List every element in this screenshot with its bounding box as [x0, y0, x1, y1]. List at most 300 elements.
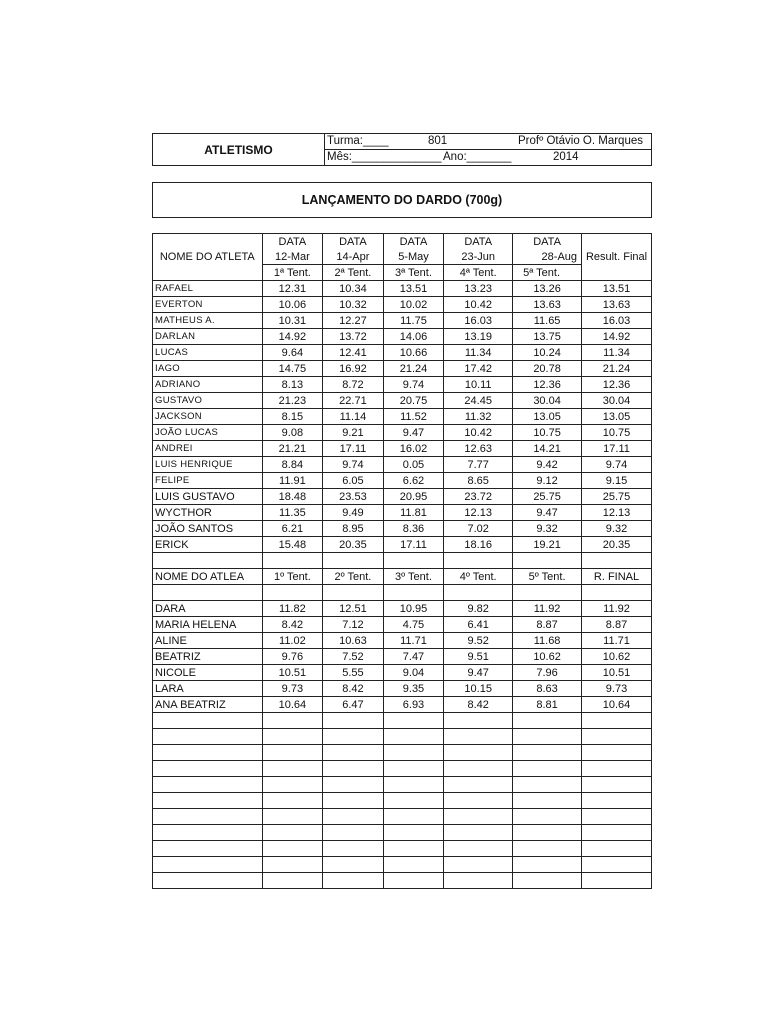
- final-result-header: R. FINAL: [582, 569, 652, 585]
- empty-cell: [153, 777, 263, 793]
- attempt-value: 10.31: [262, 313, 323, 329]
- attempt-value: 8.72: [323, 377, 384, 393]
- attempt-value: 8.65: [444, 473, 513, 489]
- empty-cell: [582, 761, 652, 777]
- empty-row: [153, 553, 652, 569]
- empty-row: [153, 793, 652, 809]
- attempt-value: 20.95: [383, 489, 444, 505]
- attempt-value: 6.05: [323, 473, 384, 489]
- empty-cell: [383, 585, 444, 601]
- empty-row: [153, 873, 652, 889]
- athlete-name: JOÃO SANTOS: [153, 521, 263, 537]
- empty-row: [153, 585, 652, 601]
- final-value: 30.04: [582, 393, 652, 409]
- athlete-name: LUCAS: [153, 345, 263, 361]
- attempt-value: 9.47: [444, 665, 513, 681]
- empty-row: [153, 841, 652, 857]
- empty-cell: [582, 793, 652, 809]
- attempt-value: 8.95: [323, 521, 384, 537]
- attempt-value: 8.13: [262, 377, 323, 393]
- attempt-value: 8.42: [444, 697, 513, 713]
- empty-cell: [262, 553, 323, 569]
- attempt-value: 10.24: [513, 345, 582, 361]
- class-info-row-2: [325, 150, 651, 165]
- attempt-header: 1ª Tent.: [262, 265, 323, 281]
- attempt-value: 8.87: [513, 617, 582, 633]
- attempt-value: 11.14: [323, 409, 384, 425]
- attempt-value: 10.15: [444, 681, 513, 697]
- empty-cell: [153, 553, 263, 569]
- date-value: 14-Apr: [323, 249, 384, 265]
- empty-cell: [444, 793, 513, 809]
- date-label: DATA: [383, 234, 444, 250]
- empty-cell: [444, 585, 513, 601]
- attempt-value: 10.95: [383, 601, 444, 617]
- empty-cell: [444, 761, 513, 777]
- attempt-value: 10.06: [262, 297, 323, 313]
- attempt-value: 30.04: [513, 393, 582, 409]
- final-value: 10.75: [582, 425, 652, 441]
- attempt-value: 7.77: [444, 457, 513, 473]
- athlete-row: [153, 425, 652, 441]
- empty-cell: [444, 553, 513, 569]
- empty-cell: [262, 793, 323, 809]
- athlete-row: [153, 457, 652, 473]
- empty-cell: [153, 585, 263, 601]
- empty-cell: [323, 793, 384, 809]
- empty-cell: [153, 793, 263, 809]
- final-value: 10.62: [582, 649, 652, 665]
- final-value: 25.75: [582, 489, 652, 505]
- empty-cell: [262, 809, 323, 825]
- empty-cell: [323, 553, 384, 569]
- empty-row: [153, 809, 652, 825]
- date-value: 23-Jun: [444, 249, 513, 265]
- attempt-value: 6.21: [262, 521, 323, 537]
- final-value: 12.36: [582, 377, 652, 393]
- final-value: 11.71: [582, 633, 652, 649]
- empty-cell: [383, 873, 444, 889]
- attempt-value: 14.75: [262, 361, 323, 377]
- empty-cell: [153, 873, 263, 889]
- empty-cell: [323, 761, 384, 777]
- attempt-value: 9.42: [513, 457, 582, 473]
- date-value: 28-Aug: [513, 249, 582, 265]
- attempt-value: 9.49: [323, 505, 384, 521]
- ano-label: Ano:_______: [443, 151, 512, 163]
- attempt-value: 16.03: [444, 313, 513, 329]
- attempt-value: 9.32: [513, 521, 582, 537]
- empty-cell: [444, 873, 513, 889]
- athlete-row: [153, 473, 652, 489]
- empty-cell: [323, 777, 384, 793]
- athlete-row: [153, 521, 652, 537]
- attempt-value: 10.64: [262, 697, 323, 713]
- athlete-name-header: NOME DO ATLEA: [153, 569, 263, 585]
- athlete-name: FELIPE: [153, 473, 263, 489]
- attempt-value: 12.51: [323, 601, 384, 617]
- attempt-value: 11.02: [262, 633, 323, 649]
- athlete-name: DARLAN: [153, 329, 263, 345]
- athlete-row: [153, 617, 652, 633]
- final-value: 20.35: [582, 537, 652, 553]
- final-value: 13.63: [582, 297, 652, 313]
- attempt-value: 10.11: [444, 377, 513, 393]
- attempt-value: 13.26: [513, 281, 582, 297]
- attempt-value: 9.52: [444, 633, 513, 649]
- attempt-value: 20.35: [323, 537, 384, 553]
- date-label: DATA: [444, 234, 513, 250]
- attempt-value: 11.68: [513, 633, 582, 649]
- date-label: DATA: [513, 234, 582, 250]
- attempt-value: 12.63: [444, 441, 513, 457]
- empty-cell: [513, 873, 582, 889]
- athlete-row: [153, 345, 652, 361]
- empty-cell: [444, 841, 513, 857]
- attempt-value: 21.23: [262, 393, 323, 409]
- athlete-row: [153, 633, 652, 649]
- attempt-value: 13.63: [513, 297, 582, 313]
- attempt-value: 13.05: [513, 409, 582, 425]
- attempt-value: 11.65: [513, 313, 582, 329]
- final-value: 8.87: [582, 617, 652, 633]
- class-info: [325, 134, 651, 165]
- empty-cell: [262, 713, 323, 729]
- attempt-value: 9.35: [383, 681, 444, 697]
- empty-cell: [262, 777, 323, 793]
- athlete-row: [153, 409, 652, 425]
- attempt-value: 16.02: [383, 441, 444, 457]
- athlete-name: LARA: [153, 681, 263, 697]
- final-value: 13.51: [582, 281, 652, 297]
- attempt-value: 9.51: [444, 649, 513, 665]
- athlete-row: [153, 297, 652, 313]
- attempt-value: 9.04: [383, 665, 444, 681]
- final-value: 17.11: [582, 441, 652, 457]
- final-value: 10.51: [582, 665, 652, 681]
- empty-cell: [444, 857, 513, 873]
- empty-cell: [582, 585, 652, 601]
- empty-row: [153, 761, 652, 777]
- empty-cell: [323, 857, 384, 873]
- empty-cell: [262, 825, 323, 841]
- attempt-value: 7.96: [513, 665, 582, 681]
- empty-cell: [383, 841, 444, 857]
- athlete-name: JACKSON: [153, 409, 263, 425]
- final-result-header: Result. Final: [582, 234, 652, 281]
- attempt-value: 6.93: [383, 697, 444, 713]
- attempt-header: 4º Tent.: [444, 569, 513, 585]
- attempt-value: 19.21: [513, 537, 582, 553]
- attempt-value: 10.62: [513, 649, 582, 665]
- final-value: 13.05: [582, 409, 652, 425]
- empty-cell: [153, 713, 263, 729]
- attempt-value: 4.75: [383, 617, 444, 633]
- attempt-value: 10.75: [513, 425, 582, 441]
- empty-row: [153, 825, 652, 841]
- attempt-value: 11.92: [513, 601, 582, 617]
- attempt-value: 11.75: [383, 313, 444, 329]
- empty-cell: [582, 777, 652, 793]
- empty-cell: [444, 809, 513, 825]
- athlete-row: [153, 377, 652, 393]
- athlete-row: [153, 313, 652, 329]
- date-label: DATA: [323, 234, 384, 250]
- athlete-row: [153, 649, 652, 665]
- athlete-row: [153, 537, 652, 553]
- athlete-row: [153, 505, 652, 521]
- turma-label: Turma:____: [327, 135, 389, 147]
- empty-cell: [323, 841, 384, 857]
- class-info-row-1: [325, 134, 651, 150]
- mes-label: Mês:______________: [327, 151, 442, 163]
- empty-cell: [262, 761, 323, 777]
- date-label: DATA: [262, 234, 323, 250]
- empty-cell: [153, 857, 263, 873]
- empty-cell: [383, 745, 444, 761]
- empty-cell: [153, 809, 263, 825]
- attempt-value: 10.34: [323, 281, 384, 297]
- attempt-value: 11.71: [383, 633, 444, 649]
- empty-cell: [153, 761, 263, 777]
- attempt-header: 2º Tent.: [323, 569, 384, 585]
- final-value: 12.13: [582, 505, 652, 521]
- attempt-value: 10.32: [323, 297, 384, 313]
- attempt-value: 9.08: [262, 425, 323, 441]
- attempt-value: 9.74: [323, 457, 384, 473]
- attempt-value: 10.42: [444, 425, 513, 441]
- empty-cell: [513, 585, 582, 601]
- attempt-value: 9.47: [513, 505, 582, 521]
- empty-cell: [444, 745, 513, 761]
- attempt-value: 7.52: [323, 649, 384, 665]
- attempt-value: 24.45: [444, 393, 513, 409]
- empty-cell: [262, 729, 323, 745]
- empty-cell: [383, 553, 444, 569]
- attempt-value: 11.91: [262, 473, 323, 489]
- attempt-value: 21.21: [262, 441, 323, 457]
- empty-cell: [513, 825, 582, 841]
- empty-cell: [262, 841, 323, 857]
- empty-cell: [444, 777, 513, 793]
- empty-cell: [383, 761, 444, 777]
- empty-cell: [513, 777, 582, 793]
- attempt-value: 12.13: [444, 505, 513, 521]
- attempt-value: 11.81: [383, 505, 444, 521]
- attempt-value: 9.82: [444, 601, 513, 617]
- attempt-value: 7.02: [444, 521, 513, 537]
- attempt-value: 18.16: [444, 537, 513, 553]
- empty-cell: [262, 585, 323, 601]
- attempt-value: 11.82: [262, 601, 323, 617]
- empty-cell: [262, 745, 323, 761]
- athlete-name: ALINE: [153, 633, 263, 649]
- final-value: 11.92: [582, 601, 652, 617]
- attempt-value: 8.36: [383, 521, 444, 537]
- athlete-name: ERICK: [153, 537, 263, 553]
- empty-cell: [582, 809, 652, 825]
- athlete-name: EVERTON: [153, 297, 263, 313]
- attempt-value: 22.71: [323, 393, 384, 409]
- attempt-value: 9.64: [262, 345, 323, 361]
- empty-cell: [383, 777, 444, 793]
- empty-row: [153, 713, 652, 729]
- attempt-value: 11.32: [444, 409, 513, 425]
- attempt-value: 6.47: [323, 697, 384, 713]
- empty-cell: [383, 729, 444, 745]
- empty-cell: [153, 729, 263, 745]
- final-value: 21.24: [582, 361, 652, 377]
- attempt-value: 17.42: [444, 361, 513, 377]
- empty-cell: [513, 793, 582, 809]
- attempt-value: 7.12: [323, 617, 384, 633]
- empty-cell: [513, 809, 582, 825]
- sport-title: ATLETISMO: [153, 134, 325, 165]
- attempt-value: 12.36: [513, 377, 582, 393]
- empty-row: [153, 745, 652, 761]
- attempt-value: 8.63: [513, 681, 582, 697]
- empty-cell: [582, 841, 652, 857]
- attempt-value: 0.05: [383, 457, 444, 473]
- empty-cell: [513, 841, 582, 857]
- empty-cell: [153, 745, 263, 761]
- empty-cell: [153, 825, 263, 841]
- attempt-value: 12.27: [323, 313, 384, 329]
- attempt-value: 16.92: [323, 361, 384, 377]
- athlete-name: GUSTAVO: [153, 393, 263, 409]
- athlete-row: [153, 393, 652, 409]
- attempt-value: 13.72: [323, 329, 384, 345]
- attempt-value: 23.53: [323, 489, 384, 505]
- attempt-value: 8.84: [262, 457, 323, 473]
- attempt-value: 14.06: [383, 329, 444, 345]
- attempt-value: 10.42: [444, 297, 513, 313]
- final-value: 16.03: [582, 313, 652, 329]
- empty-cell: [262, 873, 323, 889]
- attempt-value: 14.92: [262, 329, 323, 345]
- athlete-row: [153, 697, 652, 713]
- empty-cell: [323, 729, 384, 745]
- final-value: 9.74: [582, 457, 652, 473]
- empty-cell: [444, 729, 513, 745]
- empty-cell: [513, 857, 582, 873]
- athlete-name: LUIS GUSTAVO: [153, 489, 263, 505]
- empty-cell: [262, 857, 323, 873]
- empty-cell: [323, 873, 384, 889]
- attempt-value: 8.42: [262, 617, 323, 633]
- attempt-value: 17.11: [323, 441, 384, 457]
- attempt-value: 25.75: [513, 489, 582, 505]
- attempt-value: 11.35: [262, 505, 323, 521]
- empty-cell: [383, 713, 444, 729]
- empty-cell: [582, 745, 652, 761]
- empty-row: [153, 857, 652, 873]
- athlete-name: LUIS HENRIQUE: [153, 457, 263, 473]
- attempt-value: 9.76: [262, 649, 323, 665]
- attempt-value: 13.23: [444, 281, 513, 297]
- attempt-header: 3º Tent.: [383, 569, 444, 585]
- professor-name: Profº Otávio O. Marques: [518, 135, 643, 147]
- attempt-value: 8.81: [513, 697, 582, 713]
- empty-cell: [383, 793, 444, 809]
- empty-cell: [323, 745, 384, 761]
- attempt-value: 11.34: [444, 345, 513, 361]
- attempt-header: 3ª Tent.: [383, 265, 444, 281]
- empty-cell: [383, 825, 444, 841]
- athlete-name-header: NOME DO ATLETA: [153, 234, 263, 281]
- empty-cell: [383, 809, 444, 825]
- athlete-row: [153, 489, 652, 505]
- attempt-value: 12.41: [323, 345, 384, 361]
- turma-value: 801: [428, 135, 448, 147]
- empty-cell: [513, 761, 582, 777]
- empty-cell: [444, 713, 513, 729]
- final-value: 14.92: [582, 329, 652, 345]
- athlete-name: MATHEUS A.: [153, 313, 263, 329]
- header-box: [152, 133, 652, 166]
- athlete-name: IAGO: [153, 361, 263, 377]
- empty-cell: [582, 873, 652, 889]
- attempt-header: 5ª Tent.: [513, 265, 582, 281]
- empty-cell: [582, 729, 652, 745]
- results-table: [152, 233, 652, 889]
- attempt-value: 10.66: [383, 345, 444, 361]
- athlete-name: NICOLE: [153, 665, 263, 681]
- empty-cell: [323, 809, 384, 825]
- athlete-name: BEATRIZ: [153, 649, 263, 665]
- attempt-value: 5.55: [323, 665, 384, 681]
- ano-value: 2014: [553, 151, 579, 163]
- attempt-value: 8.15: [262, 409, 323, 425]
- empty-cell: [153, 841, 263, 857]
- empty-cell: [323, 713, 384, 729]
- attempt-value: 17.11: [383, 537, 444, 553]
- attempt-value: 10.63: [323, 633, 384, 649]
- attempt-value: 8.42: [323, 681, 384, 697]
- final-value: 9.73: [582, 681, 652, 697]
- empty-cell: [323, 825, 384, 841]
- attempt-value: 9.73: [262, 681, 323, 697]
- empty-row: [153, 729, 652, 745]
- attempt-value: 6.41: [444, 617, 513, 633]
- attempt-value: 13.19: [444, 329, 513, 345]
- athlete-name: JOÃO LUCAS: [153, 425, 263, 441]
- attempt-value: 15.48: [262, 537, 323, 553]
- attempt-value: 11.52: [383, 409, 444, 425]
- attempt-header: 5º Tent.: [513, 569, 582, 585]
- attempt-value: 12.31: [262, 281, 323, 297]
- date-value: 5-May: [383, 249, 444, 265]
- empty-cell: [323, 585, 384, 601]
- athlete-row: [153, 281, 652, 297]
- attempt-value: 20.75: [383, 393, 444, 409]
- attempt-value: 9.12: [513, 473, 582, 489]
- attempt-value: 9.21: [323, 425, 384, 441]
- attempt-value: 18.48: [262, 489, 323, 505]
- girls-header-row: [153, 569, 652, 585]
- empty-cell: [513, 729, 582, 745]
- attempt-value: 13.75: [513, 329, 582, 345]
- attempt-value: 13.51: [383, 281, 444, 297]
- final-value: 10.64: [582, 697, 652, 713]
- athlete-row: [153, 329, 652, 345]
- attempt-value: 14.21: [513, 441, 582, 457]
- final-value: 9.32: [582, 521, 652, 537]
- athlete-name: ANDREI: [153, 441, 263, 457]
- empty-cell: [383, 857, 444, 873]
- attempt-value: 20.78: [513, 361, 582, 377]
- attempt-value: 7.47: [383, 649, 444, 665]
